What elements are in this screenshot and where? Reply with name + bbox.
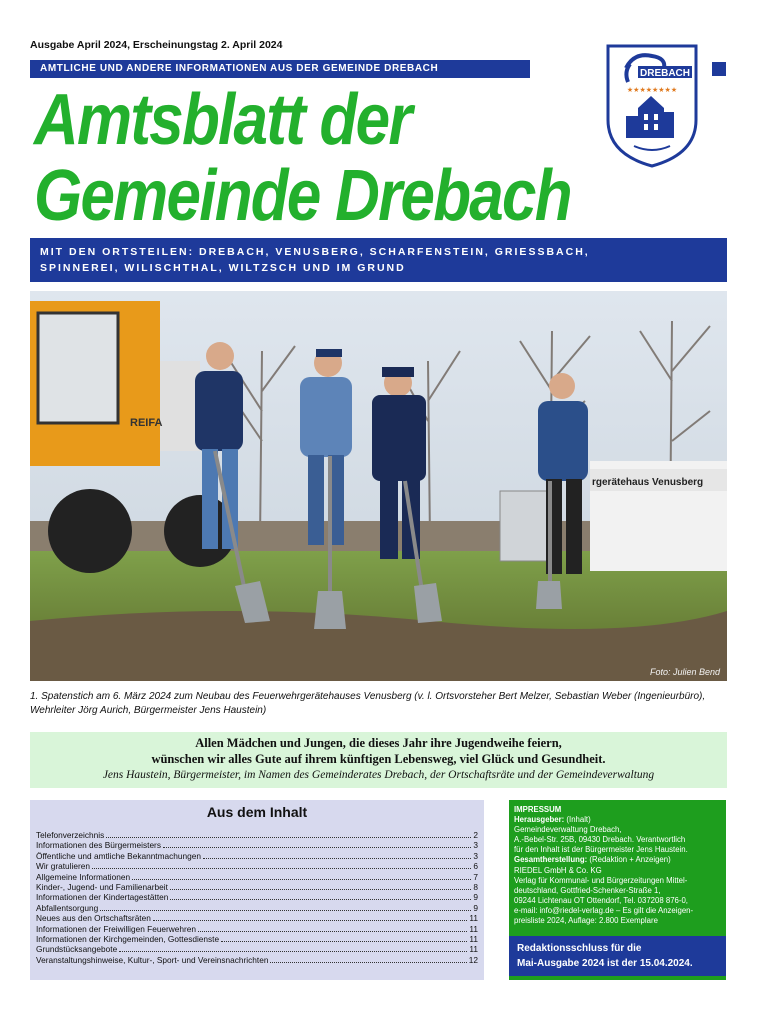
toc-item[interactable]: Abfallentsorgung 9 bbox=[36, 902, 478, 913]
subtitle-line2: SPINNEREI, WILISCHTHAL, WILTZSCH UND IM GRUND bbox=[40, 262, 406, 274]
top-info-band bbox=[30, 60, 530, 78]
crest-shield-icon bbox=[604, 42, 700, 170]
impressum-heading: IMPRESSUM bbox=[514, 805, 562, 814]
toc-item[interactable]: Veranstaltungshinweise, Kultur-, Sport- und Vereinsnachrichten 12 bbox=[36, 954, 478, 965]
toc-item[interactable]: Wir gratulieren 6 bbox=[36, 861, 478, 872]
masthead-title-line2: Gemeinde Drebach bbox=[34, 156, 571, 236]
svg-text:REIFA: REIFA bbox=[130, 417, 163, 429]
deadline-line1: Redaktionsschluss für die bbox=[517, 943, 642, 954]
greeting-box bbox=[30, 732, 727, 788]
deadline-notice bbox=[509, 936, 726, 976]
blue-square-decoration bbox=[712, 62, 726, 76]
toc-item[interactable]: Telefonverzeichnis 2 bbox=[36, 830, 478, 840]
table-of-contents bbox=[30, 800, 484, 980]
toc-item[interactable]: Neues aus den Ortschaftsräten 11 bbox=[36, 913, 478, 924]
photo-credit: Foto: Julien Bend bbox=[649, 667, 720, 677]
toc-item[interactable]: Kinder-, Jugend- und Familienarbeit 8 bbox=[36, 882, 478, 893]
greeting-line2: wünschen wir alles Gute auf ihrem künftigen Lebensweg, viel Glück und Gesundheit. bbox=[151, 752, 606, 766]
impressum-email[interactable]: e-mail: info@riedel-verlag.de – Es gilt die Anzeigen- bbox=[514, 905, 694, 915]
photo-caption: 1. Spatenstich am 6. März 2024 zum Neubau des Feuerwehrgerätehauses Venusberg (v. l. Ortsvorsteher Bert Melzer, Sebastian Weber (Ingenieurbüro), Wehrleiter Jörg Aurich, Bürgermeister Jens Haustein) bbox=[30, 691, 706, 716]
toc-item[interactable]: Allgemeine Informationen 7 bbox=[36, 871, 478, 882]
toc-item[interactable]: Öffentliche und amtliche Bekanntmachungen 3 bbox=[36, 850, 478, 861]
impressum-text: IMPRESSUM Herausgeber: (Inhalt) Gemeindeverwaltung Drebach, A.-Bebel-Str. 25B, 09430 Drebach. Verantwortlich für den Inhalt ist der Bürgermeister Jens Haustein. Gesamtherstellung: (Redaktion + Anzeigen) RIEDEL GmbH & Co. KG Verlag für Kommunal- und Bürgerzeitungen Mittel- deutschland, Gottfried-Schenker-Straße 1, 09244 Lichtenau OT Ottendorf, Tel. 037208 876-0, e-mail: info@riedel-verlag.de – Es gilt die Anzeigen- preisliste 2024, Auflage: 2.800 Exemplare bbox=[514, 805, 722, 926]
toc-item[interactable]: Informationen der Kirchgemeinden, Gottesdienste 11 bbox=[36, 934, 478, 945]
toc-item[interactable]: Informationen der Kindertagestätten 9 bbox=[36, 892, 478, 903]
edition-line: Ausgabe April 2024, Erscheinungstag 2. April 2024 bbox=[30, 39, 283, 51]
impressum-box bbox=[509, 800, 726, 980]
toc-list bbox=[36, 830, 478, 965]
toc-item[interactable]: Informationen des Bürgermeisters 3 bbox=[36, 840, 478, 851]
subtitle-band bbox=[30, 238, 727, 282]
toc-title: Aus dem Inhalt bbox=[206, 804, 308, 820]
coat-of-arms-logo bbox=[604, 42, 700, 170]
cover-photo bbox=[30, 291, 727, 681]
subtitle-line1: MIT DEN ORTSTEILEN: DREBACH, VENUSBERG, SCHARFENSTEIN, GRIESSBACH, bbox=[40, 246, 590, 258]
top-info-band-text: AMTLICHE UND ANDERE INFORMATIONEN AUS DER GEMEINDE DREBACH bbox=[40, 63, 439, 74]
deadline-line2: Mai-Ausgabe 2024 ist der 15.04.2024. bbox=[517, 958, 693, 969]
groundbreaking-photo bbox=[30, 291, 727, 681]
svg-text:★★★★★★★★: ★★★★★★★★ bbox=[626, 86, 678, 94]
masthead-title-line1: Amtsblatt der bbox=[34, 80, 411, 160]
greeting-signature: Jens Haustein, Bürgermeister, im Namen des Gemeinderates Drebach, der Ortschaftsräte und der Gemeindeverwaltung bbox=[102, 769, 655, 781]
svg-text:DREBACH: DREBACH bbox=[640, 68, 690, 79]
svg-text:rgerätehaus Venusberg: rgerätehaus Venusberg bbox=[592, 477, 704, 488]
toc-item[interactable]: Grundstücksangebote 11 bbox=[36, 944, 478, 955]
greeting-line1: Allen Mädchen und Jungen, die dieses Jahr ihre Jugendweihe feiern, bbox=[195, 736, 562, 750]
toc-item[interactable]: Informationen der Freiwilligen Feuerwehren 11 bbox=[36, 923, 478, 934]
